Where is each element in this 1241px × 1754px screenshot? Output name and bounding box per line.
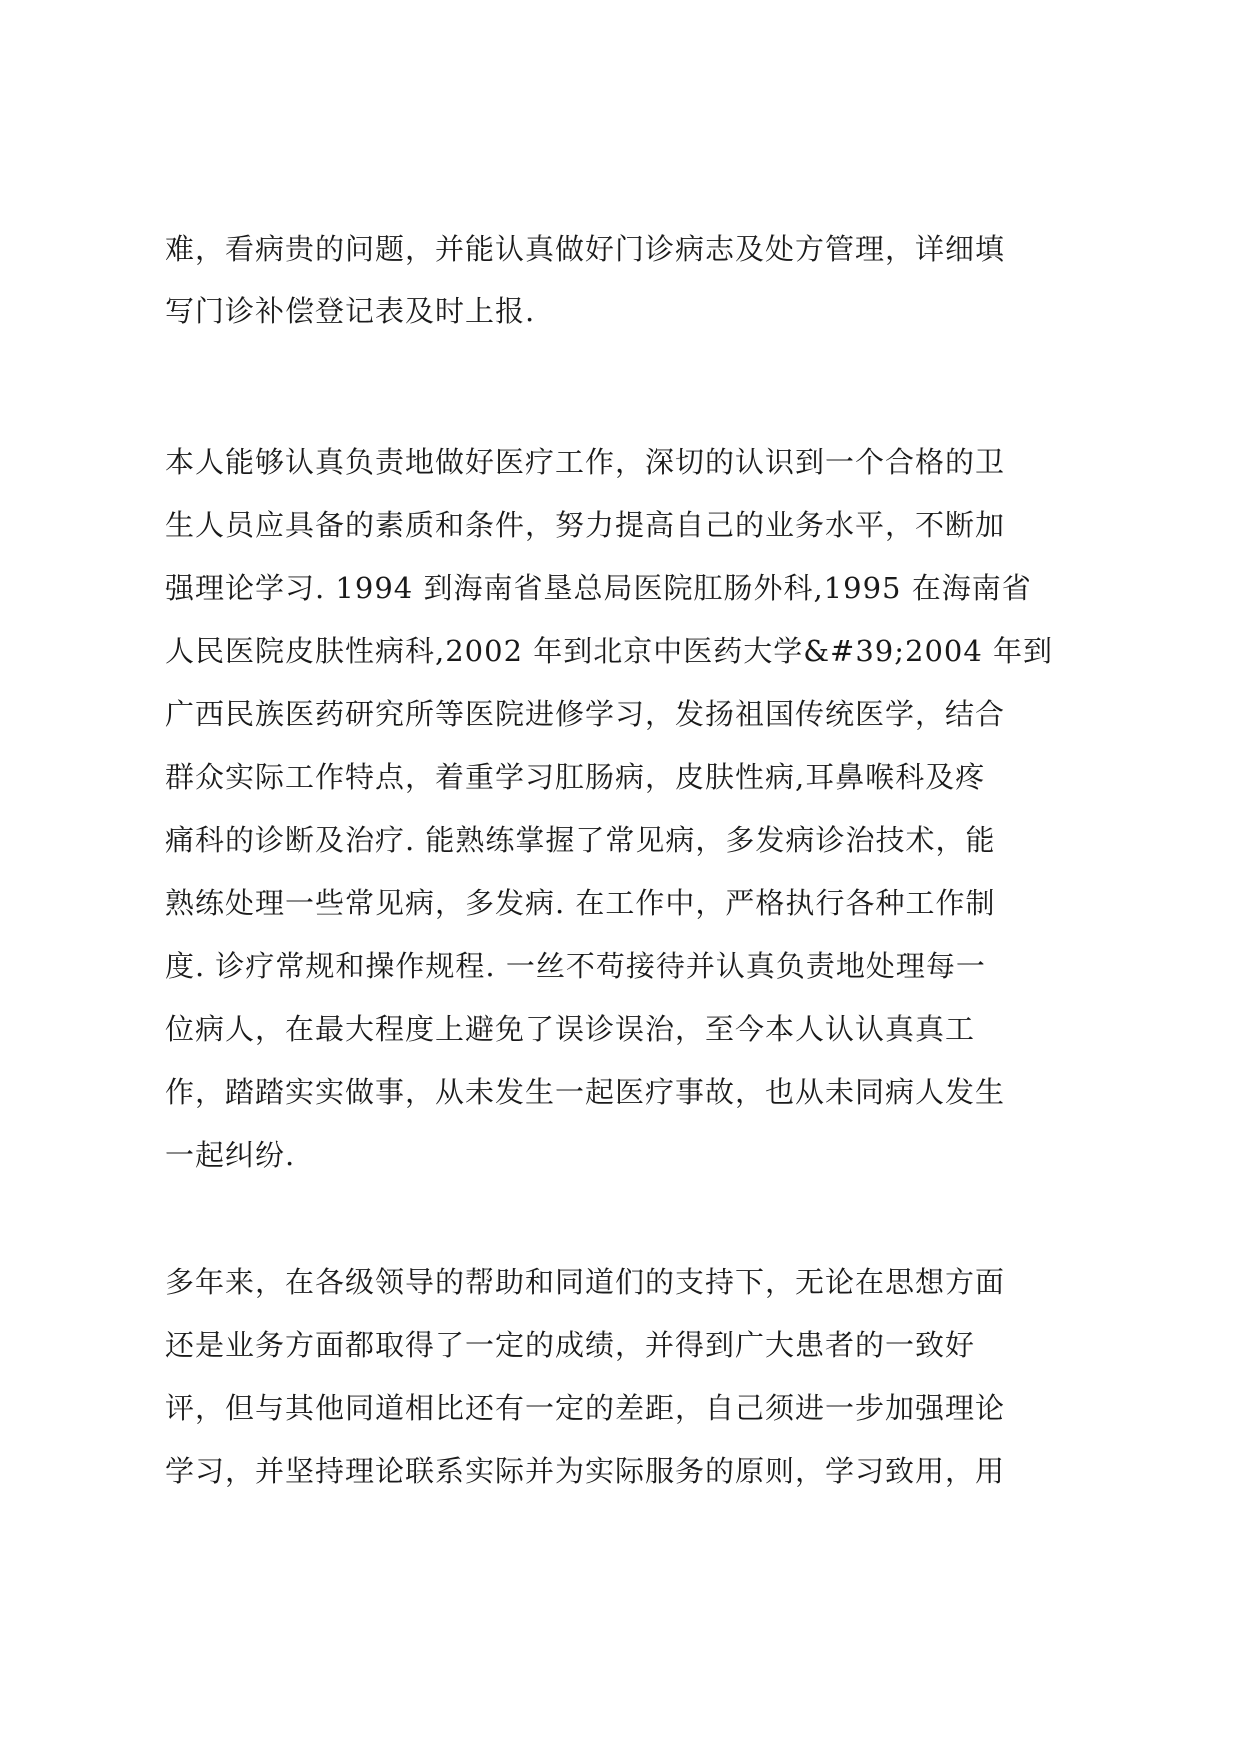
text-line: 生人员应具备的素质和条件，努力提高自己的业务水平，不断加: [165, 508, 1006, 542]
text-line: 难，看病贵的问题，并能认真做好门诊病志及处方管理，详细填: [165, 232, 1006, 266]
text-line: 写门诊补偿登记表及时上报.: [165, 294, 536, 328]
text-line: 人民医院皮肤性病科,2002 年到北京中医药大学&#39;2004 年到: [165, 634, 1054, 668]
text-line: 评，但与其他同道相比还有一定的差距，自己须进一步加强理论: [165, 1391, 1006, 1425]
text-line: 本人能够认真负责地做好医疗工作，深切的认识到一个合格的卫: [165, 445, 1006, 479]
text-line: 位病人，在最大程度上避免了误诊误治，至今本人认认真真工: [165, 1012, 976, 1046]
text-line: 学习，并坚持理论联系实际并为实际服务的原则，学习致用，用: [165, 1454, 1006, 1488]
text-line: 作，踏踏实实做事，从未发生一起医疗事故，也从未同病人发生: [165, 1075, 1006, 1109]
text-line: 熟练处理一些常见病，多发病. 在工作中，严格执行各种工作制: [165, 886, 996, 920]
text-line: 强理论学习. 1994 到海南省垦总局医院肛肠外科,1995 在海南省: [165, 571, 1032, 605]
text-line: 群众实际工作特点，着重学习肛肠病，皮肤性病,耳鼻喉科及疼: [165, 760, 986, 794]
text-line: 还是业务方面都取得了一定的成绩，并得到广大患者的一致好: [165, 1328, 976, 1362]
text-line: 多年来，在各级领导的帮助和同道们的支持下，无论在思想方面: [165, 1265, 1006, 1299]
text-line: 度. 诊疗常规和操作规程. 一丝不苟接待并认真负责地处理每一: [165, 949, 986, 983]
text-line: 广西民族医药研究所等医院进修学习，发扬祖国传统医学，结合: [165, 697, 1006, 731]
text-line: 痛科的诊断及治疗. 能熟练掌握了常见病，多发病诊治技术，能: [165, 823, 996, 857]
text-line: 一起纠纷.: [165, 1138, 296, 1172]
